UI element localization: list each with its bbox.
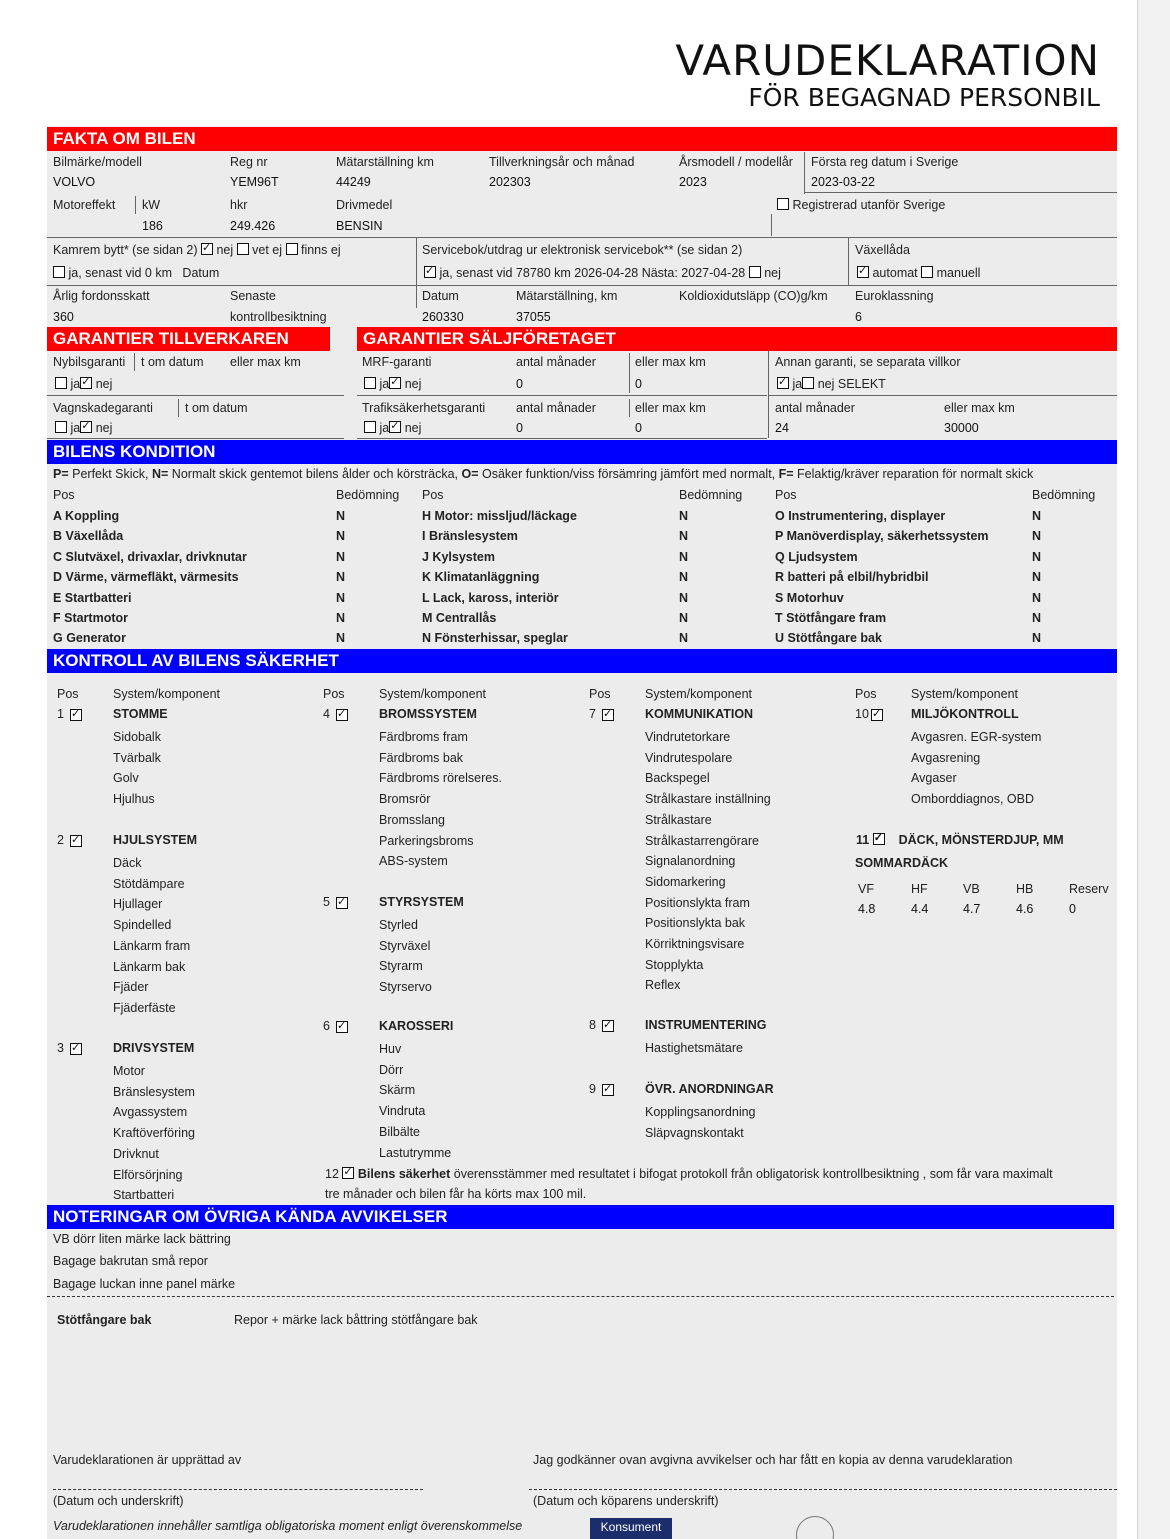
label-nybil-max-km: eller max km — [230, 355, 301, 369]
checkbox-mrf-nej[interactable] — [389, 377, 401, 389]
dack-col-header: HB — [1016, 882, 1034, 896]
label-trafik-antal-manader: antal månader — [516, 401, 596, 415]
signature-line-buyer[interactable] — [529, 1489, 1117, 1490]
label-hkr: hkr — [230, 198, 248, 212]
dack-col-value: 4.8 — [858, 902, 876, 916]
kondition-item-grade: N — [679, 509, 689, 523]
value-matarstallning: 44249 — [336, 175, 371, 189]
dack-col-header: VF — [858, 882, 874, 896]
seal-logo — [796, 1516, 834, 1539]
divider — [134, 353, 135, 371]
group-item: Färdbroms rörelseres. — [379, 771, 502, 786]
kondition-bedomning-header: Bedömning — [679, 488, 743, 502]
group-number: 8 — [589, 1018, 596, 1032]
label-annan-antal-manader: antal månader — [775, 401, 855, 415]
group-item: Parkeringsbroms — [379, 833, 474, 848]
label-vaxellada: Växellåda — [855, 243, 910, 257]
label-nybilsgaranti: Nybilsgaranti — [53, 355, 126, 369]
group-title: KOMMUNIKATION — [645, 707, 754, 721]
group-item: Stötdämpare — [113, 876, 185, 891]
kondition-item-name: K Klimatanläggning — [422, 570, 540, 585]
kondition-pos-header: Pos — [53, 488, 75, 502]
group-item: Avgassystem — [113, 1105, 188, 1120]
footer-innehaller: Varudeklarationen innehåller samtliga obligatoriska moment enligt överenskommelse — [53, 1519, 523, 1533]
footer-upprattad: Varudeklarationen är upprättad av — [53, 1453, 242, 1467]
sakerhet-pos-header: Pos — [855, 687, 877, 701]
group-item: Färdbroms fram — [379, 730, 468, 744]
group-item: Positionslykta bak — [645, 916, 746, 931]
divider — [768, 395, 1117, 396]
group-number: 4 — [323, 707, 330, 721]
group-item: Sidobalk — [113, 730, 161, 744]
footer-godkanner: Jag godkänner ovan avgivna avvikelser och har fått en kopia av denna varudeklaration — [533, 1453, 1013, 1467]
checkbox-pos-10[interactable] — [871, 709, 883, 721]
checkbox-annan-nej[interactable] — [802, 377, 814, 389]
kondition-item-grade: N — [336, 590, 346, 605]
sakerhet-system-header: System/komponent — [645, 687, 752, 701]
label-trafik-max-km: eller max km — [635, 401, 706, 415]
group-item: Avgasrening — [911, 750, 981, 765]
group-item: Stopplykta — [645, 957, 704, 972]
value-tillverkningsar: 202303 — [489, 175, 531, 189]
value-bilmarke: VOLVO — [53, 175, 96, 189]
kondition-item-grade: N — [336, 570, 346, 585]
checkbox-pos-3[interactable] — [70, 1043, 82, 1055]
group-item: Startbatteri — [113, 1188, 175, 1203]
group-item: Körriktningsvisare — [645, 937, 745, 951]
checkbox-pos-5[interactable] — [336, 897, 348, 909]
checkbox-vagnskade-nej[interactable] — [80, 421, 92, 433]
divider — [804, 152, 805, 194]
notering-extra-text: Repor + märke lack båttring stötfångare bak — [234, 1313, 478, 1327]
section-sakerhet-heading: KONTROLL AV BILENS SÄKERHET — [47, 649, 1117, 673]
annan-ja-nej: ✓ ja nej SELEKT — [777, 377, 886, 391]
page-edge — [1137, 0, 1170, 1539]
kondition-item-name: Q Ljudsystem — [775, 549, 858, 564]
value-annan-km: 30000 — [944, 421, 979, 435]
section-kondition-heading: BILENS KONDITION — [47, 440, 1117, 464]
group-item: Styrväxel — [379, 938, 431, 953]
checkbox-pos-8[interactable] — [602, 1020, 614, 1032]
value-trafik-km: 0 — [635, 421, 642, 435]
label-mrf-garanti: MRF-garanti — [362, 355, 432, 369]
label-co2: Koldioxidutsläpp (CO)g/km — [679, 289, 828, 303]
label-annan-garanti: Annan garanti, se separata villkor — [775, 355, 961, 369]
group-item: Golv — [113, 771, 139, 786]
notering-line: Bagage bakrutan små repor — [53, 1254, 208, 1268]
kondition-item-name: S Motorhuv — [775, 590, 844, 605]
checkbox-manuell[interactable] — [921, 266, 933, 278]
group-number: 1 — [57, 707, 64, 721]
label-trafiksakerhetsgaranti: Trafiksäkerhetsgaranti — [362, 401, 486, 415]
group-item: Vindrutespolare — [645, 750, 733, 765]
nybil-jaa-nej: ja✓ nej — [55, 377, 112, 391]
group-item: Styrarm — [379, 959, 423, 974]
group-item: Strålkastare — [645, 812, 712, 827]
value-euroklassning: 6 — [855, 310, 862, 324]
label-regnr: Reg nr — [230, 155, 268, 169]
group-number: 7 — [589, 707, 596, 721]
label-euroklassning: Euroklassning — [855, 289, 934, 303]
group-item: Positionslykta fram — [645, 895, 750, 910]
kondition-item-grade: N — [679, 549, 689, 564]
checkbox-servicebok-nej[interactable] — [749, 266, 761, 278]
group-title: ÖVR. ANORDNINGAR — [645, 1082, 774, 1096]
sakerhet-system-header: System/komponent — [911, 687, 1018, 701]
group-item: Strålkastarrengörare — [645, 833, 759, 848]
checkbox-kamrem-vet-ej[interactable] — [237, 243, 249, 255]
kondition-item-name: R batteri på elbil/hybridbil — [775, 570, 929, 585]
dack-col-value: 0 — [1069, 902, 1076, 916]
group-item: Vindruta — [379, 1104, 426, 1119]
group-item: Fjäderfäste — [113, 1000, 176, 1015]
label-matarstallning: Mätarställning km — [336, 155, 434, 169]
kondition-item-grade: N — [679, 529, 689, 544]
mrf-ja-nej: ja✓ nej — [364, 377, 421, 391]
label-kw: kW — [142, 198, 161, 212]
kamrem-ja-row: ja, senast vid 0 km Datum — [53, 266, 219, 280]
section-fakta-heading: FAKTA OM BILEN — [47, 127, 1117, 151]
divider — [47, 285, 1117, 286]
divider — [135, 196, 136, 214]
group-item: Hjullager — [113, 897, 163, 912]
kondition-item-name: M Centrallås — [422, 611, 497, 625]
kondition-item-grade: N — [1032, 631, 1042, 646]
kondition-item-name: G Generator — [53, 631, 126, 646]
vaxellada-row: ✓ automat manuell — [857, 266, 980, 280]
label-arsmodell: Årsmodell / modellår — [679, 155, 793, 169]
group-item: Sidomarkering — [645, 874, 726, 889]
label-vagnskade-tom-datum: t om datum — [185, 401, 248, 415]
checkbox-pos-12[interactable] — [342, 1167, 354, 1179]
notering-extra-label: Stötfångare bak — [57, 1313, 152, 1327]
kondition-item-grade: N — [679, 590, 689, 605]
group-item: Spindelled — [113, 918, 172, 933]
value-matarstallning-besiktning: 37055 — [516, 310, 551, 324]
group-item: Hjulhus — [113, 792, 155, 807]
dack-col-value: 4.7 — [963, 902, 981, 916]
group-item: Länkarm bak — [113, 959, 186, 974]
kondition-pos-header: Pos — [422, 488, 444, 502]
kondition-item-grade: N — [679, 611, 689, 625]
divider — [771, 214, 772, 236]
kondition-item-grade: N — [336, 549, 346, 564]
notering-line: VB dörr liten märke lack bättring — [53, 1232, 231, 1246]
label-fordonsskatt: Årlig fordonsskatt — [53, 289, 150, 303]
kondition-item-name: E Startbatteri — [53, 590, 132, 605]
group-number: 10 — [855, 707, 869, 721]
kondition-item-name: N Fönsterhissar, speglar — [422, 631, 568, 646]
kondition-item-name: L Lack, kaross, interiör — [422, 590, 559, 605]
group-item: Däck — [113, 856, 142, 870]
checkbox-nybil-nej[interactable] — [80, 377, 92, 389]
group-item: Vindrutetorkare — [645, 730, 731, 744]
dotted-separator — [47, 1296, 1114, 1297]
checkbox-annan-ja[interactable] — [777, 377, 789, 389]
group-title: BROMSSYSTEM — [379, 707, 477, 721]
divider — [848, 238, 849, 286]
label-kontrollbesiktning: kontrollbesiktning — [230, 310, 327, 324]
label-matarstallning-besiktning: Mätarställning, km — [516, 289, 618, 303]
group-item: Bränslesystem — [113, 1084, 195, 1099]
group-item: Lastutrymme — [379, 1145, 452, 1160]
divider — [47, 438, 344, 439]
checkbox-kamrem-finns-ej[interactable] — [286, 243, 298, 255]
kondition-item-name: C Slutväxel, drivaxlar, drivknutar — [53, 549, 247, 564]
kondition-legend: P= Perfekt Skick, N= Normalt skick gentemot bilens ålder och körsträcka, O= Osäker funktion/viss försämring jämfört med normalt, F= Felaktig/kräver reparation för normalt skick — [53, 467, 1034, 481]
dack-col-header: VB — [963, 882, 980, 896]
group-item: Kopplingsanordning — [645, 1105, 756, 1119]
group-item: Styrled — [379, 918, 418, 932]
value-mrf-km: 0 — [635, 377, 642, 391]
kondition-item-name: F Startmotor — [53, 611, 128, 625]
label-vagnskadegaranti: Vagnskadegaranti — [53, 401, 153, 415]
group-item: Bromsslang — [379, 812, 445, 827]
kondition-item-grade: N — [679, 631, 689, 646]
group-title: STYRSYSTEM — [379, 895, 464, 909]
kondition-item-grade: N — [1032, 570, 1042, 585]
group-number: 6 — [323, 1019, 330, 1033]
label-annan-max-km: eller max km — [944, 401, 1015, 415]
footer-datum-kopare: (Datum och köparens underskrift) — [533, 1494, 719, 1508]
group-item: Fjäder — [113, 980, 149, 995]
label-nybil-tom-datum: t om datum — [141, 355, 204, 369]
kondition-item-grade: N — [336, 611, 346, 625]
value-regnr: YEM96T — [230, 175, 279, 189]
group-item: Elförsörjning — [113, 1167, 183, 1182]
kondition-item-name: P Manöverdisplay, säkerhetssystem — [775, 529, 989, 544]
group-item: Motor — [113, 1064, 145, 1078]
divider — [416, 238, 417, 308]
group-item: Färdbroms bak — [379, 750, 464, 765]
group-number: 5 — [323, 895, 330, 909]
kondition-item-name: D Värme, värmefläkt, värmesits — [53, 570, 239, 585]
value-fordonsskatt: 360 — [53, 310, 74, 324]
checkbox-trafik-ja[interactable] — [364, 421, 376, 433]
pos-12-line2: tre månader och bilen får ha körts max 100 mil. — [325, 1187, 587, 1201]
group-item: Hastighetsmätare — [645, 1041, 743, 1055]
divider — [47, 395, 344, 396]
checkbox-vagnskade-ja[interactable] — [55, 421, 67, 433]
kondition-item-name: B Växellåda — [53, 529, 124, 544]
group-item: Styrservo — [379, 980, 432, 995]
group-item: Huv — [379, 1042, 402, 1056]
kondition-item-grade: N — [336, 509, 346, 523]
checkbox-trafik-nej[interactable] — [389, 421, 401, 433]
kondition-item-grade: N — [1032, 509, 1042, 523]
group-item: Släpvagnskontakt — [645, 1125, 744, 1140]
group-number: 3 — [57, 1041, 64, 1055]
sakerhet-system-header: System/komponent — [113, 687, 220, 701]
checkbox-pos-4[interactable] — [336, 709, 348, 721]
value-annan-manader: 24 — [775, 421, 789, 435]
group-item: Dörr — [379, 1062, 404, 1077]
divider — [357, 395, 767, 396]
sakerhet-pos-header: Pos — [589, 687, 611, 701]
divider — [47, 237, 1117, 238]
dack-col-header: Reserv — [1069, 882, 1109, 896]
footer-datum-underskrift: (Datum och underskrift) — [53, 1494, 184, 1508]
document-title: VARUDEKLARATION — [675, 36, 1100, 85]
kondition-item-grade: N — [336, 529, 346, 544]
group-item: Avgaser — [911, 771, 957, 786]
dack-col-value: 4.6 — [1016, 902, 1034, 916]
divider — [178, 399, 179, 417]
value-forsta-reg: 2023-03-22 — [811, 175, 875, 189]
checkbox-utanfor-sverige[interactable] — [777, 198, 789, 210]
kondition-item-grade: N — [1032, 611, 1042, 625]
group-item: Skärm — [379, 1083, 416, 1098]
registrerad-utanfor: Registrerad utanför Sverige — [777, 198, 945, 212]
servicebok-row: ✓ ja, senast vid 78780 km 2026-04-28 Nästa: 2027-04-28 nej — [424, 266, 781, 280]
document-subtitle: FÖR BEGAGNAD PERSONBIL — [748, 83, 1100, 112]
kondition-item-grade: N — [1032, 529, 1042, 544]
divider — [629, 353, 630, 393]
value-kw: 186 — [142, 219, 163, 233]
value-hkr: 249.426 — [230, 219, 276, 233]
kondition-item-grade: N — [679, 570, 689, 585]
kondition-item-name: A Koppling — [53, 509, 120, 523]
checkbox-automat[interactable] — [857, 266, 869, 278]
group-item: Reflex — [645, 978, 681, 993]
divider — [804, 192, 1117, 193]
notering-line: Bagage luckan inne panel märke — [53, 1277, 236, 1291]
group-item: ABS-system — [379, 854, 448, 869]
kondition-item-grade: N — [336, 631, 346, 646]
signature-line-seller[interactable] — [53, 1489, 423, 1490]
vagnskade-ja-nej: ja✓ nej — [55, 421, 112, 435]
kondition-bedomning-header: Bedömning — [336, 488, 400, 502]
group-item: Bromsrör — [379, 792, 431, 807]
dack-col-header: HF — [911, 882, 928, 896]
kondition-bedomning-header: Bedömning — [1032, 488, 1096, 502]
group-title: STOMME — [113, 707, 168, 721]
dack-group-header: 11 ✓ DÄCK, MÖNSTERDJUP, MM — [856, 833, 1064, 847]
group-item: Bilbälte — [379, 1124, 420, 1139]
checkbox-nybil-ja[interactable] — [55, 377, 67, 389]
pos-12-line1: 12 ✓ Bilens säkerhet överensstämmer med resultatet i bifogat protokoll från obligatorisk kontrollbesiktning , som får vara maximalt — [325, 1167, 1053, 1181]
group-item: Tvärbalk — [113, 750, 161, 765]
group-number: 2 — [57, 833, 64, 847]
kamrem-row: Kamrem bytt* (se sidan 2) ✓ nej vet ej finns ej — [53, 243, 341, 257]
checkbox-servicebok-ja[interactable] — [424, 266, 436, 278]
group-title: INSTRUMENTERING — [645, 1018, 767, 1032]
group-item: Länkarm fram — [113, 938, 191, 953]
value-arsmodell: 2023 — [679, 175, 707, 189]
checkbox-pos-9[interactable] — [602, 1084, 614, 1096]
sakerhet-system-header: System/komponent — [379, 687, 486, 701]
checkbox-kamrem-nej[interactable] — [201, 243, 213, 255]
label-mrf-antal-manader: antal månader — [516, 355, 596, 369]
label-mrf-max-km: eller max km — [635, 355, 706, 369]
kondition-item-name: O Instrumentering, displayer — [775, 509, 946, 523]
kondition-pos-header: Pos — [775, 488, 797, 502]
label-senaste: Senaste — [230, 289, 276, 303]
label-drivmedel: Drivmedel — [336, 198, 393, 212]
checkbox-pos-2[interactable] — [70, 835, 82, 847]
label-datum-besiktning: Datum — [422, 289, 459, 303]
trafik-ja-nej: ja✓ nej — [364, 421, 421, 435]
checkbox-pos-6[interactable] — [336, 1021, 348, 1033]
kondition-item-name: T Stötfångare fram — [775, 611, 887, 625]
checkbox-pos-7[interactable] — [602, 709, 614, 721]
group-number: 9 — [589, 1082, 596, 1096]
konsumentverket-logo: Konsument — [590, 1518, 672, 1539]
group-item: Omborddiagnos, OBD — [911, 792, 1034, 807]
group-item: Drivknut — [113, 1146, 159, 1161]
sakerhet-pos-header: Pos — [323, 687, 345, 701]
group-item: Strålkastare inställning — [645, 792, 771, 807]
kondition-item-name: I Bränslesystem — [422, 529, 518, 544]
dack-col-value: 4.4 — [911, 902, 929, 916]
checkbox-mrf-ja[interactable] — [364, 377, 376, 389]
group-title: DRIVSYSTEM — [113, 1041, 195, 1055]
group-item: Backspegel — [645, 771, 710, 786]
dack-season: SOMMARDÄCK — [855, 856, 949, 870]
kondition-item-grade: N — [1032, 549, 1042, 564]
kondition-item-name: H Motor: missljud/läckage — [422, 509, 577, 523]
label-servicebok: Servicebok/utdrag ur elektronisk servicebok** (se sidan 2) — [422, 243, 743, 257]
kondition-item-grade: N — [1032, 590, 1042, 605]
group-item: Avgasren. EGR-system — [911, 730, 1042, 744]
kondition-item-name: U Stötfångare bak — [775, 631, 882, 646]
value-trafik-manader: 0 — [516, 421, 523, 435]
label-forsta-reg: Första reg datum i Sverige — [811, 155, 959, 169]
divider — [629, 399, 630, 417]
section-noteringar-heading: NOTERINGAR OM ÖVRIGA KÄNDA AVVIKELSER — [47, 1205, 1114, 1229]
group-title: HJULSYSTEM — [113, 833, 198, 847]
group-title: KAROSSERI — [379, 1019, 454, 1033]
checkbox-pos-11[interactable] — [873, 833, 885, 845]
sakerhet-pos-header: Pos — [57, 687, 79, 701]
checkbox-pos-1[interactable] — [70, 709, 82, 721]
section-garantier-tillverkaren-heading: GARANTIER TILLVERKAREN — [47, 327, 330, 351]
kondition-item-name: J Kylsystem — [422, 549, 495, 564]
value-datum-besiktning: 260330 — [422, 310, 464, 324]
section-garantier-saljforetaget-heading: GARANTIER SÄLJFÖRETAGET — [357, 327, 1117, 351]
label-tillverkningsar: Tillverkningsår och månad — [489, 155, 635, 169]
label-bilmarke: Bilmärke/modell — [53, 155, 142, 169]
label-motoreffekt: Motoreffekt — [53, 198, 116, 212]
value-mrf-manader: 0 — [516, 377, 523, 391]
group-title: MILJÖKONTROLL — [911, 707, 1019, 721]
group-item: Kraftöverföring — [113, 1126, 195, 1141]
divider — [357, 438, 767, 439]
value-drivmedel: BENSIN — [336, 219, 383, 233]
group-item: Signalanordning — [645, 854, 736, 869]
checkbox-kamrem-ja[interactable] — [53, 266, 65, 278]
